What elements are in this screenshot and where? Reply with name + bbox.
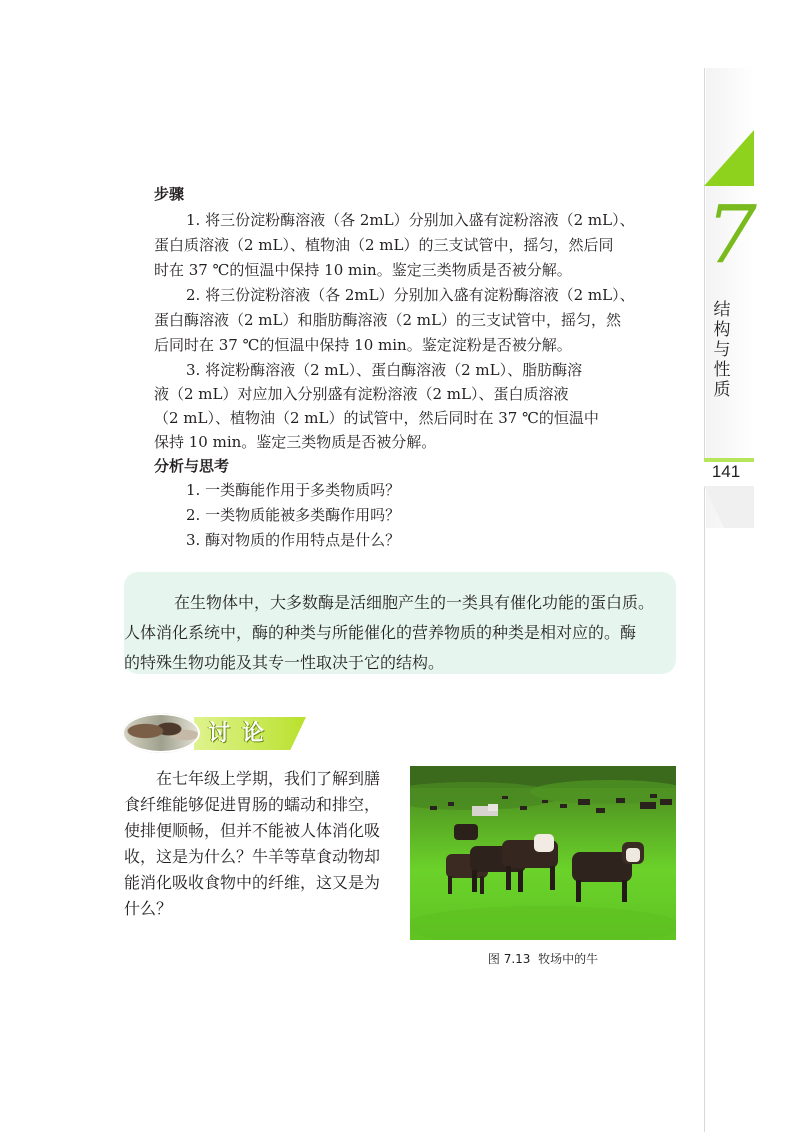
discussion-line: 什么？ (124, 899, 173, 918)
discussion-students-photo (122, 713, 200, 753)
step-line: 保持 10 min。鉴定三类物质是否被分解。 (154, 433, 437, 451)
discussion-line: 食纤维能够促进胃肠的蠕动和排空， (124, 795, 381, 814)
cow-group-left (446, 824, 558, 894)
analysis-question: 1. 一类酶能作用于多类物质吗？ (186, 481, 401, 499)
step-line: 1. 将三份淀粉酶溶液（各 2mL）分别加入盛有淀粉溶液（2 mL）、 (186, 211, 635, 229)
figure-caption-text: 牧场中的牛 (538, 952, 599, 966)
cow-right (572, 842, 644, 902)
step-line: 后同时在 37 ℃的恒温中保持 10 min。鉴定淀粉是否被分解。 (154, 336, 572, 354)
summary-line: 的特殊生物功能及其专一性取决于它的结构。 (124, 653, 445, 672)
discussion-line: 在七年级上学期，我们了解到膳 (156, 769, 381, 788)
chapter-number: 7 (706, 188, 757, 281)
steps-heading: 步骤 (154, 185, 185, 203)
step-line: 蛋白质溶液（2 mL）、植物油（2 mL）的三支试管中，摇匀，然后同 (154, 236, 614, 254)
figure-caption-number: 图 7.13 (487, 952, 531, 966)
analysis-question: 2. 一类物质能被多类酶作用吗？ (186, 506, 401, 524)
analysis-question: 3. 酶对物质的作用特点是什么？ (186, 531, 401, 549)
discussion-line: 使排便顺畅，但并不能被人体消化吸 (124, 821, 381, 840)
step-line: 2. 将三份淀粉溶液（各 2mL）分别加入盛有淀粉酶溶液（2 mL）、 (186, 286, 635, 304)
step-line: 时在 37 ℃的恒温中保持 10 min。鉴定三类物质是否被分解。 (154, 261, 572, 279)
analysis-heading: 分析与思考 (154, 457, 230, 475)
chapter-title: 结构与性质 (713, 300, 731, 400)
summary-line: 人体消化系统中，酶的种类与所能催化的营养物质的种类是相对应的。酶 (124, 623, 637, 642)
figure-caption (410, 950, 676, 967)
pasture-cattle-photo (410, 766, 676, 940)
step-line: （2 mL）、植物油（2 mL）的试管中，然后同时在 37 ℃的恒温中 (154, 409, 599, 427)
page-number: 141 (711, 462, 741, 481)
discussion-title: 讨论 (208, 721, 277, 746)
pasture-cattle-illustration (410, 766, 676, 940)
step-line: 液（2 mL）对应加入分别盛有淀粉溶液（2 mL）、蛋白质溶液 (154, 385, 569, 403)
summary-line: 在生物体中，大多数酶是活细胞产生的一类具有催化功能的蛋白质。 (174, 593, 655, 612)
discussion-line: 收，这是为什么？牛羊等草食动物却 (124, 847, 381, 866)
step-line: 蛋白酶溶液（2 mL）和脂肪酶溶液（2 mL）的三支试管中，摇匀，然 (154, 311, 621, 329)
discussion-line: 能消化吸收食物中的纤维，这又是为 (124, 873, 381, 892)
step-line: 3. 将淀粉酶溶液（2 mL）、蛋白酶溶液（2 mL）、脂肪酶溶 (186, 361, 583, 379)
